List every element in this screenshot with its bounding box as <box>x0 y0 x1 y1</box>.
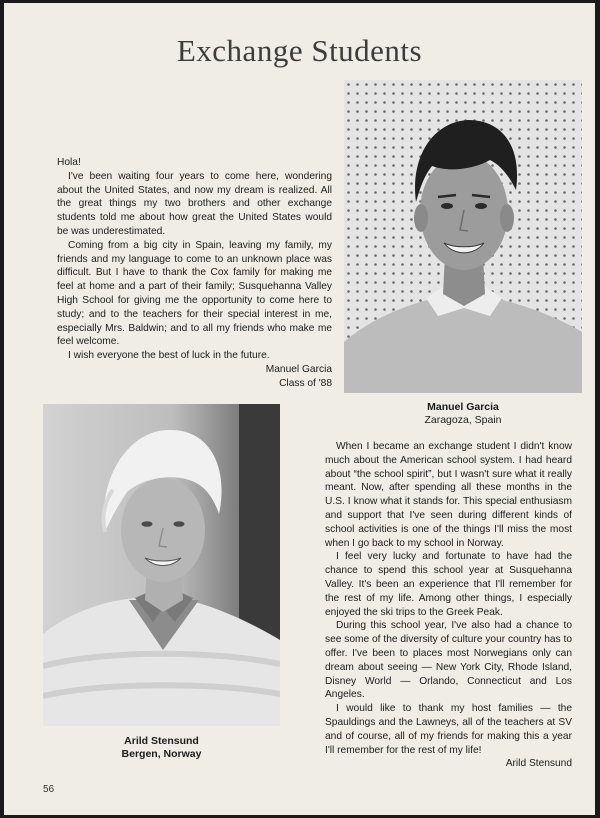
letter-paragraph: When I became an exchange student I didn't know much about the American school system. I had heard about “the school spirit”, but I wasn't sure what it really meant. Now, after spending all these months in the U.S. I know what it stands for. This special enthusiasm and support that I've seen during different kinds of school activities is one of the things I'll miss the most when I go back to my school in Norway. <box>325 441 572 549</box>
yearbook-page <box>4 3 595 815</box>
letter-signature: Arild Stensund <box>505 758 572 770</box>
caption-hometown: Bergen, Norway <box>121 748 202 760</box>
manuel-photo-caption <box>344 401 582 427</box>
letter-signature: Manuel Garcia <box>265 363 332 375</box>
caption-name: Arild Stensund <box>124 735 199 747</box>
letter-paragraph: I wish everyone the best of luck in the future. <box>68 350 270 362</box>
letter-paragraph: Coming from a big city in Spain, leaving my family, my friends and my language to come to an unknown place was difficult. But I have to thank the Cox family for making me feel at home and a part of their family; Susquehanna Valley High School for giving me the opportunity to come here to study; and to the teachers for their special interest in me, especially Mrs. Baldwin; and to all my friends who make me feel welcome. <box>57 239 332 348</box>
arild-portrait-photo <box>43 404 280 726</box>
letter-greeting: Hola! <box>57 157 81 168</box>
arild-photo-caption <box>43 735 280 761</box>
manuel-letter <box>57 156 332 391</box>
caption-name: Manuel Garcia <box>427 401 499 413</box>
page-title: Exchange Students <box>176 33 423 68</box>
letter-class-year: Class of '88 <box>279 377 332 389</box>
caption-hometown: Zaragoza, Spain <box>424 414 502 426</box>
manuel-portrait-photo <box>344 80 582 393</box>
arild-letter <box>325 440 572 771</box>
letter-paragraph: I've been waiting four years to come here, wondering about the United States, and now my dream is realized. All the great things my two brothers and other exchange students told me about how great the United States would be was underestimated. <box>57 170 332 237</box>
page-number: 56 <box>43 784 55 795</box>
letter-paragraph: During this school year, I've also had a chance to see some of the diversity of culture your country has to offer. I've been to places most Norwegians only can dream about seeing — New York City, Rhode Island, Disney World — Orlando, Connecticut and Los Angeles. <box>325 620 572 701</box>
letter-paragraph: I would like to thank my host families — the Spauldings and the Lawneys, all of the teachers at SV and of course, all of my friends for making this a year I'll remember for the rest of my life! <box>325 703 572 756</box>
letter-paragraph: I feel very lucky and fortunate to have had the chance to spend this school year at Susquehanna Valley. It's been an experience that I'll remember for the rest of my life. Among other things, I especially enjoyed the ski trips to the Greek Peak. <box>325 551 572 618</box>
